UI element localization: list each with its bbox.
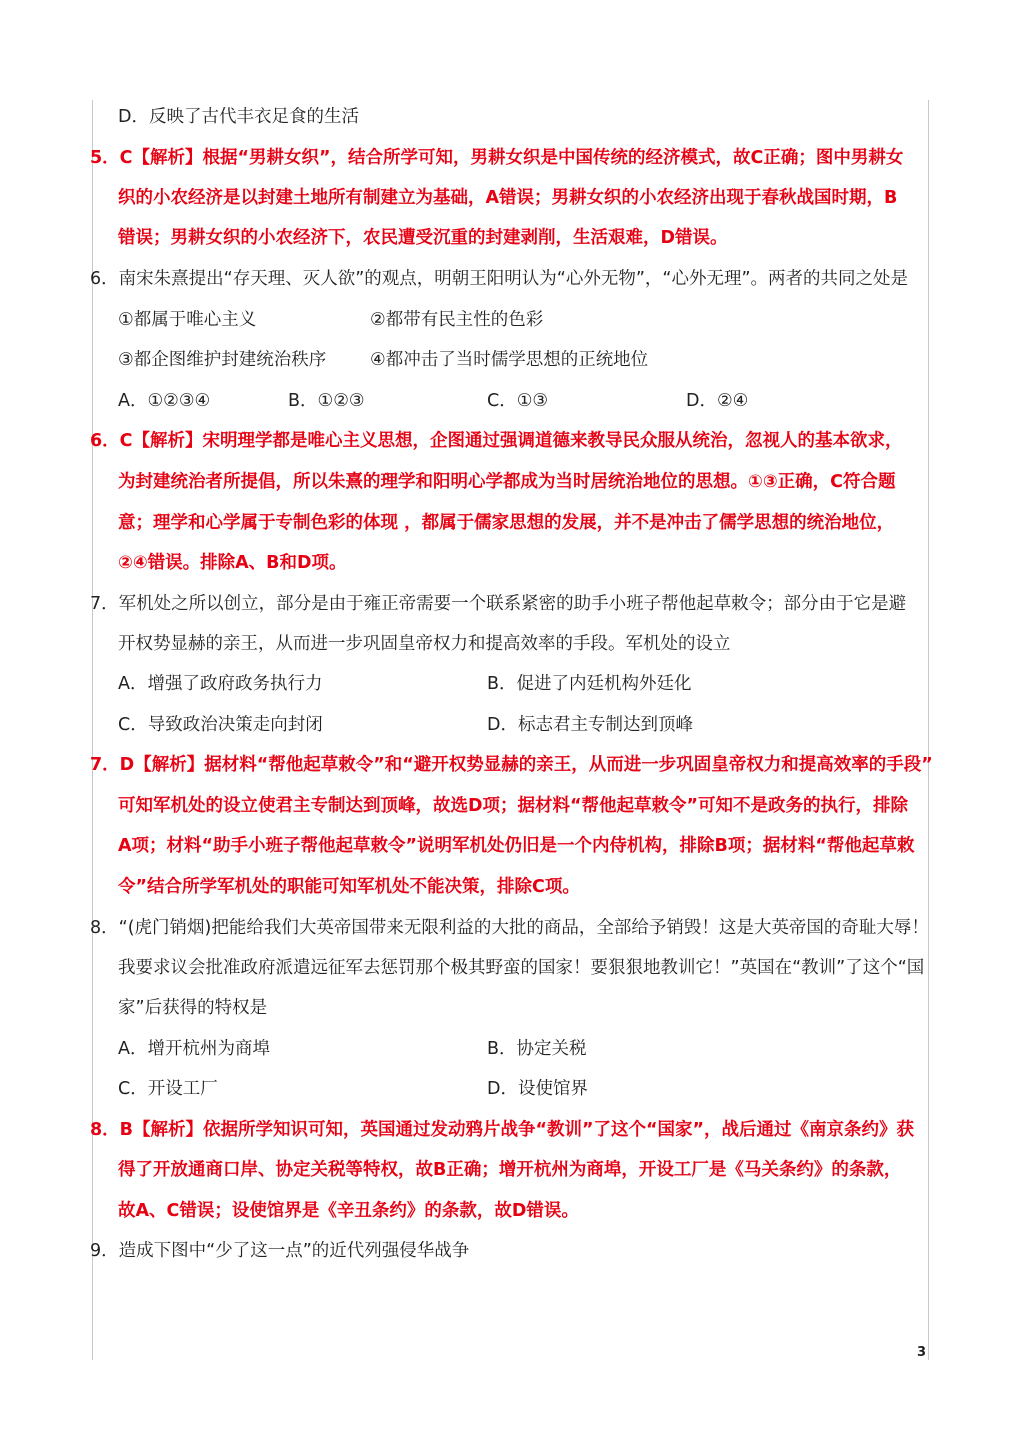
text-line-q8l1: 8．“(虎门销烟)把能给我们大英帝国带来无限利益的大批的商品，全部给予销毁！这是大英帝国的奇耻大辱！ bbox=[90, 918, 929, 938]
text-line-q8l3: 家”后获得的特权是 bbox=[118, 998, 268, 1018]
text-line-a8l3: 故A、C错误；设使馆界是《辛丑条约》的条款，故D错误。 bbox=[118, 1201, 579, 1221]
text-line-q8D: D．设使馆界 bbox=[487, 1079, 588, 1099]
text-line-q6o4: ④都冲击了当时儒学思想的正统地位 bbox=[370, 350, 649, 370]
text-line-a6l4: ②④错误。排除A、B和D项。 bbox=[118, 553, 347, 573]
text-line-q8C: C．开设工厂 bbox=[118, 1079, 218, 1099]
text-line-a6l2: 为封建统治者所提倡，所以朱熹的理学和阳明心学都成为当时居统治地位的思想。①③正确，C符合题 bbox=[118, 472, 896, 492]
text-line-q8A: A．增开杭州为商埠 bbox=[118, 1039, 270, 1059]
text-line-a5l3: 错误；男耕女织的小农经济下，农民遭受沉重的封建剥削，生活艰难，D错误。 bbox=[118, 228, 728, 248]
text-line-q5d: D．反映了古代丰衣足食的生活 bbox=[118, 107, 359, 127]
text-line-q7C: C．导致政治决策走向封闭 bbox=[118, 715, 323, 735]
text-line-q8B: B．协定关税 bbox=[487, 1039, 587, 1059]
text-line-a7l4: 令”结合所学军机处的职能可知军机处不能决策，排除C项。 bbox=[118, 877, 580, 897]
text-line-q9: 9．造成下图中“少了这一点”的近代列强侵华战争 bbox=[90, 1241, 470, 1261]
text-line-q8l2: 我要求议会批准政府派遣远征军去惩罚那个极其野蛮的国家！要狠狠地教训它！”英国在“教训”了这个“国 bbox=[118, 958, 925, 978]
text-line-a5l2: 织的小农经济是以封建土地所有制建立为基础，A错误；男耕女织的小农经济出现于春秋战国时期，B bbox=[118, 188, 898, 208]
text-line-q6o2: ②都带有民主性的色彩 bbox=[370, 310, 544, 330]
text-line-q6A: A．①②③④ bbox=[118, 391, 211, 411]
text-line-q6D: D．②④ bbox=[686, 391, 749, 411]
text-line-q7l2: 开权势显赫的亲王，从而进一步巩固皇帝权力和提高效率的手段。军机处的设立 bbox=[118, 634, 731, 654]
text-line-a7l1: 7．D【解析】据材料“帮他起草敕令”和“避开权势显赫的亲王，从而进一步巩固皇帝权力和提高效率的手段” bbox=[90, 755, 933, 775]
text-line-q7A: A．增强了政府政务执行力 bbox=[118, 674, 323, 694]
page-number: 3 bbox=[916, 1345, 926, 1360]
text-line-a5l1: 5．C【解析】根据“男耕女织”，结合所学可知，男耕女织是中国传统的经济模式，故C正确；图中男耕女 bbox=[90, 148, 904, 168]
text-line-a7l3: A项；材料“助手小班子帮他起草敕令”说明军机处仍旧是一个内侍机构，排除B项；据材料“帮他起草敕 bbox=[118, 836, 915, 856]
right-margin-line bbox=[928, 100, 929, 1360]
text-line-q7l1: 7．军机处之所以创立，部分是由于雍正帝需要一个联系紧密的助手小班子帮他起草敕令；部分由于它是避 bbox=[90, 594, 907, 614]
text-line-q6o3: ③都企图维护封建统治秩序 bbox=[118, 350, 327, 370]
text-line-a6l3: 意；理学和心学属于专制色彩的体现 ，都属于儒家思想的发展，并不是冲击了儒学思想的统治地位， bbox=[118, 513, 895, 533]
text-line-a8l2: 得了开放通商口岸、协定关税等特权，故B正确；增开杭州为商埠，开设工厂是《马关条约》的条款， bbox=[118, 1160, 902, 1180]
text-line-a8l1: 8．B【解析】依据所学知识可知，英国通过发动鸦片战争“教训”了这个“国家”，战后通过《南京条约》获 bbox=[90, 1120, 915, 1140]
text-line-q6o1: ①都属于唯心主义 bbox=[118, 310, 257, 330]
text-line-a7l2: 可知军机处的设立使君主专制达到顶峰，故选D项；据材料“帮他起草敕令”可知不是政务的执行，排除 bbox=[118, 796, 909, 816]
text-line-q7D: D．标志君主专制达到顶峰 bbox=[487, 715, 693, 735]
text-line-a6l1: 6．C【解析】宋明理学都是唯心主义思想，企图通过强调道德来教导民众服从统治，忽视人的基本欲求， bbox=[90, 431, 903, 451]
text-line-q7B: B．促进了内廷机构外廷化 bbox=[487, 674, 692, 694]
text-line-q6C: C．①③ bbox=[487, 391, 549, 411]
text-line-q6: 6．南宋朱熹提出“存天理、灭人欲”的观点，明朝王阳明认为“心外无物”，“心外无理”。两者的共同之处是 bbox=[90, 269, 909, 289]
text-line-q6B: B．①②③ bbox=[288, 391, 365, 411]
